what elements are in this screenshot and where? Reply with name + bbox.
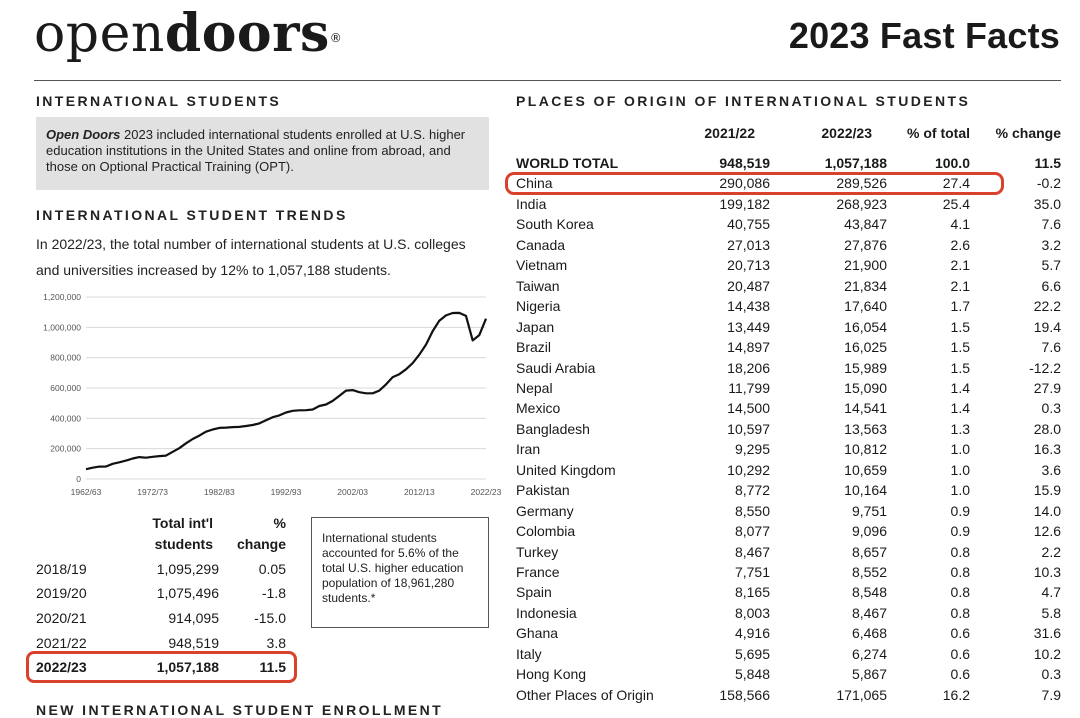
country-name: Colombia [516, 523, 576, 540]
total-cell: 948,519 [168, 635, 219, 651]
country-name: Nigeria [516, 298, 561, 315]
pct-of-total: 27.4 [942, 175, 970, 192]
x-tick-label: 1962/63 [70, 487, 102, 497]
table-row [516, 296, 1061, 316]
pct-change: 10.3 [1033, 564, 1061, 580]
country-name: Canada [516, 236, 566, 253]
table-row [516, 317, 1061, 337]
total-header [140, 513, 213, 555]
pct-change: 10.2 [1033, 645, 1061, 662]
pct-of-total: 1.0 [950, 461, 970, 478]
pct-change: 28.0 [1033, 420, 1061, 437]
table-row [516, 582, 1061, 602]
value-2021-22: 948,519 [719, 155, 770, 171]
country-name: Indonesia [516, 604, 577, 621]
country-name: France [516, 564, 560, 580]
value-2021-22: 8,467 [734, 543, 770, 560]
value-2021-22: 11,799 [728, 379, 770, 396]
x-tick-label: 2022/23 [470, 487, 502, 497]
pct-of-total: 1.5 [950, 339, 970, 356]
y-tick-label: 600,000 [50, 383, 81, 393]
value-2021-22: 18,206 [727, 359, 770, 376]
new-enrollment-heading: NEW INTERNATIONAL STUDENT ENROLLMENT [36, 702, 444, 718]
pct-change: 12.6 [1033, 523, 1061, 540]
pct-of-total: 25.4 [942, 195, 970, 212]
table-row [516, 542, 1061, 562]
pct-change: 35.0 [1033, 195, 1061, 212]
table-row [516, 644, 1061, 664]
value-2022-23: 16,025 [844, 339, 887, 356]
pct-change: 5.7 [1041, 257, 1061, 274]
pct-of-total: 4.1 [950, 216, 970, 233]
value-2021-22: 5,695 [734, 645, 770, 662]
table-row [516, 480, 1061, 500]
value-2022-23: 10,659 [844, 461, 887, 478]
header-2021-22: 2021/22 [704, 125, 755, 141]
country-name: Pakistan [516, 482, 570, 499]
pct-of-total: 1.7 [950, 298, 970, 315]
total-header-line2: students [154, 536, 213, 552]
pct-change: -0.2 [1036, 175, 1061, 192]
pct-change: 22.2 [1033, 298, 1061, 315]
pct-of-total: 0.8 [950, 584, 970, 601]
pct-of-total: 1.3 [950, 420, 970, 437]
x-tick-label: 1972/73 [137, 487, 169, 497]
table-row [516, 194, 1061, 214]
country-name: Ghana [516, 625, 559, 642]
change-cell: 0.05 [258, 561, 286, 577]
pct-change: 4.7 [1041, 584, 1061, 601]
pct-of-total: 0.9 [950, 502, 970, 519]
country-name: Japan [516, 318, 555, 335]
change-header-line1: % [273, 515, 286, 531]
pct-of-total: 100.0 [934, 155, 970, 171]
y-tick-label: 400,000 [50, 413, 81, 424]
change-cell: -1.8 [261, 585, 286, 601]
table-row [516, 255, 1061, 275]
value-2022-23: 16,054 [844, 318, 887, 335]
highlight-china-row [505, 172, 1004, 195]
total-cell: 1,075,496 [156, 585, 219, 601]
change-cell: -15.0 [254, 610, 286, 626]
value-2022-23: 21,834 [844, 277, 887, 294]
intl-students-note [36, 117, 489, 190]
table-row [516, 521, 1061, 541]
pct-of-total: 1.5 [950, 318, 970, 335]
value-2021-22: 13,449 [727, 318, 770, 335]
pct-change: 31.6 [1033, 625, 1061, 642]
value-2021-22: 8,003 [734, 604, 770, 621]
table-row [516, 419, 1061, 439]
pct-change: 3.2 [1041, 236, 1061, 253]
table-row [516, 623, 1061, 643]
value-2021-22: 8,772 [734, 482, 770, 499]
value-2022-23: 8,657 [851, 543, 887, 560]
pct-change: 6.6 [1041, 277, 1061, 294]
country-name: Iran [516, 441, 541, 458]
pct-of-total: 0.8 [950, 604, 970, 621]
value-2022-23: 268,923 [836, 195, 887, 212]
value-2022-23: 14,541 [844, 400, 887, 417]
y-tick-label: 1,000,000 [43, 322, 81, 333]
pct-change: 7.6 [1041, 339, 1061, 356]
value-2022-23: 17,640 [844, 298, 887, 315]
value-2021-22: 10,597 [727, 420, 770, 437]
table-row [36, 582, 296, 604]
table-row [516, 439, 1061, 459]
country-name: Taiwan [516, 277, 560, 294]
pct-change: 5.8 [1041, 604, 1061, 621]
table-row [516, 398, 1061, 418]
country-name: South Korea [516, 216, 594, 233]
value-2022-23: 27,876 [844, 236, 887, 253]
trends-text: In 2022/23, the total number of international students at U.S. colleges and universities increased by 12% to 1,057,188 students. [36, 236, 466, 278]
value-2021-22: 8,165 [734, 584, 770, 601]
population-note: International students accounted for 5.6% of the total U.S. higher education population of 18,961,280 students.* [311, 517, 489, 628]
logo-text-light: open [34, 4, 165, 64]
country-name: WORLD TOTAL [516, 155, 619, 171]
x-tick-label: 1982/83 [203, 487, 235, 497]
pct-change: 7.9 [1041, 686, 1061, 703]
pct-of-total: 16.2 [942, 686, 970, 703]
header-divider [34, 80, 1061, 81]
value-2021-22: 27,013 [727, 236, 770, 253]
table-row [516, 235, 1061, 255]
year-cell: 2019/20 [36, 585, 87, 601]
table-row [516, 358, 1061, 378]
pct-of-total: 0.6 [950, 645, 970, 662]
open-doors-logo [34, 4, 342, 64]
value-2021-22: 199,182 [719, 195, 770, 212]
origin-heading: PLACES OF ORIGIN OF INTERNATIONAL STUDENTS [516, 93, 971, 109]
header-pct-total: % of total [907, 125, 970, 141]
country-name: Hong Kong [516, 666, 587, 683]
value-2021-22: 10,292 [727, 461, 770, 478]
value-2022-23: 6,274 [851, 645, 887, 662]
value-2022-23: 15,090 [844, 379, 887, 396]
year-cell: 2022/23 [36, 659, 87, 675]
value-2022-23: 8,552 [851, 564, 887, 580]
value-2021-22: 8,550 [734, 502, 770, 519]
value-2021-22: 14,897 [727, 339, 770, 356]
pct-change: -12.2 [1029, 359, 1061, 376]
pct-of-total: 2.1 [950, 277, 970, 294]
change-header [230, 513, 286, 555]
country-name: Bangladesh [516, 420, 590, 437]
change-header-line2: change [236, 536, 286, 552]
pct-of-total: 0.6 [950, 666, 970, 683]
table-row [516, 214, 1061, 234]
table-row [516, 378, 1061, 398]
y-tick-label: 800,000 [50, 352, 81, 363]
value-2021-22: 4,916 [734, 625, 770, 642]
pct-change: 2.2 [1041, 543, 1061, 560]
year-cell: 2018/19 [36, 561, 87, 577]
table-row [36, 558, 296, 580]
pct-of-total: 0.9 [950, 523, 970, 540]
country-name: Turkey [516, 543, 559, 560]
table-row [516, 664, 1061, 684]
value-2021-22: 5,848 [734, 666, 770, 683]
pct-change: 15.9 [1033, 482, 1061, 499]
value-2022-23: 289,526 [836, 175, 887, 192]
table-row [516, 276, 1061, 296]
pct-of-total: 1.4 [950, 400, 970, 417]
pct-of-total: 1.0 [950, 441, 970, 458]
value-2021-22: 8,077 [734, 523, 770, 540]
change-cell: 11.5 [259, 659, 286, 675]
pct-of-total: 2.1 [950, 257, 970, 274]
table-row [516, 337, 1061, 357]
country-name: India [516, 195, 547, 212]
header-pct-change: % change [995, 125, 1061, 141]
pct-change: 14.0 [1033, 502, 1061, 519]
y-tick-label: 0 [76, 474, 81, 484]
value-2022-23: 8,548 [851, 584, 887, 601]
country-name: Mexico [516, 400, 561, 417]
value-2022-23: 10,812 [844, 441, 887, 458]
x-tick-label: 1992/93 [270, 487, 302, 497]
highlight-2022-row [26, 651, 297, 683]
total-header-line1: Total int'l [152, 515, 213, 531]
value-2021-22: 20,487 [727, 277, 770, 294]
value-2022-23: 43,847 [844, 216, 887, 233]
value-2022-23: 8,467 [851, 604, 887, 621]
table-row [516, 562, 1061, 582]
registered-mark: ® [329, 31, 343, 45]
pct-change: 27.9 [1033, 379, 1061, 396]
trend-line-chart [36, 286, 502, 501]
logo-text-bold: doors [164, 3, 330, 64]
year-cell: 2021/22 [36, 635, 87, 651]
country-name: Other Places of Origin [516, 686, 654, 703]
country-name: United Kingdom [516, 461, 616, 478]
country-name: Vietnam [516, 257, 568, 274]
value-2022-23: 171,065 [836, 686, 887, 703]
pct-of-total: 2.6 [950, 236, 970, 253]
pct-change: 16.3 [1033, 441, 1061, 458]
country-name: China [516, 175, 553, 192]
y-tick-label: 200,000 [50, 443, 81, 454]
value-2021-22: 9,295 [734, 441, 770, 458]
x-tick-label: 2012/13 [403, 487, 435, 497]
world-total-row [516, 153, 1061, 173]
value-2021-22: 20,713 [727, 257, 770, 274]
intl-students-heading: INTERNATIONAL STUDENTS [36, 93, 282, 109]
value-2021-22: 290,086 [719, 175, 770, 192]
change-cell: 3.8 [266, 635, 286, 651]
country-name: Italy [516, 645, 542, 662]
value-2022-23: 1,057,188 [824, 155, 887, 171]
value-2022-23: 21,900 [844, 257, 887, 274]
value-2022-23: 5,867 [851, 666, 887, 683]
country-name: Nepal [516, 379, 553, 396]
total-cell: 1,057,188 [156, 659, 219, 675]
pct-of-total: 1.5 [950, 359, 970, 376]
page-title: 2023 Fast Facts [788, 15, 1060, 56]
table-row [516, 603, 1061, 623]
value-2021-22: 158,566 [719, 686, 770, 703]
pct-change: 11.5 [1034, 155, 1061, 171]
country-name: Saudi Arabia [516, 359, 596, 376]
value-2021-22: 14,438 [727, 298, 770, 315]
value-2021-22: 7,751 [734, 564, 770, 580]
table-row [36, 607, 296, 629]
table-row [516, 460, 1061, 480]
trends-heading: INTERNATIONAL STUDENT TRENDS [36, 207, 348, 223]
country-name: Brazil [516, 339, 552, 356]
pct-of-total: 0.8 [950, 564, 970, 580]
pct-of-total: 0.8 [950, 543, 970, 560]
value-2022-23: 9,751 [851, 502, 887, 519]
pct-change: 19.4 [1033, 318, 1061, 335]
pct-of-total: 1.0 [950, 482, 970, 499]
total-cell: 914,095 [168, 610, 219, 626]
table-row [516, 685, 1061, 705]
pct-change: 3.6 [1041, 461, 1061, 478]
country-name: Germany [516, 502, 574, 519]
value-2022-23: 15,989 [844, 359, 887, 376]
header-2022-23: 2022/23 [821, 125, 872, 141]
table-row [516, 501, 1061, 521]
country-name: Spain [516, 584, 552, 601]
value-2021-22: 14,500 [727, 400, 770, 417]
value-2022-23: 10,164 [844, 482, 887, 499]
pct-change: 0.3 [1041, 400, 1061, 417]
pct-of-total: 1.4 [950, 379, 970, 396]
x-tick-label: 2002/03 [337, 487, 369, 497]
enrollment-series-line [86, 313, 486, 469]
note-text: 2023 included international students enrolled at U.S. higher education institutions in the United States and online from abroad, and those on Optional Practical Training (OPT). [46, 127, 466, 174]
value-2022-23: 13,563 [844, 420, 887, 437]
value-2022-23: 6,468 [851, 625, 887, 642]
y-tick-label: 1,200,000 [43, 292, 81, 302]
pct-change: 0.3 [1041, 666, 1061, 683]
total-cell: 1,095,299 [156, 561, 219, 577]
value-2021-22: 40,755 [727, 216, 770, 233]
year-cell: 2020/21 [36, 610, 87, 626]
pct-change: 7.6 [1041, 216, 1061, 233]
pct-of-total: 0.6 [950, 625, 970, 642]
note-emphasis: Open Doors [46, 127, 121, 142]
value-2022-23: 9,096 [851, 523, 887, 540]
